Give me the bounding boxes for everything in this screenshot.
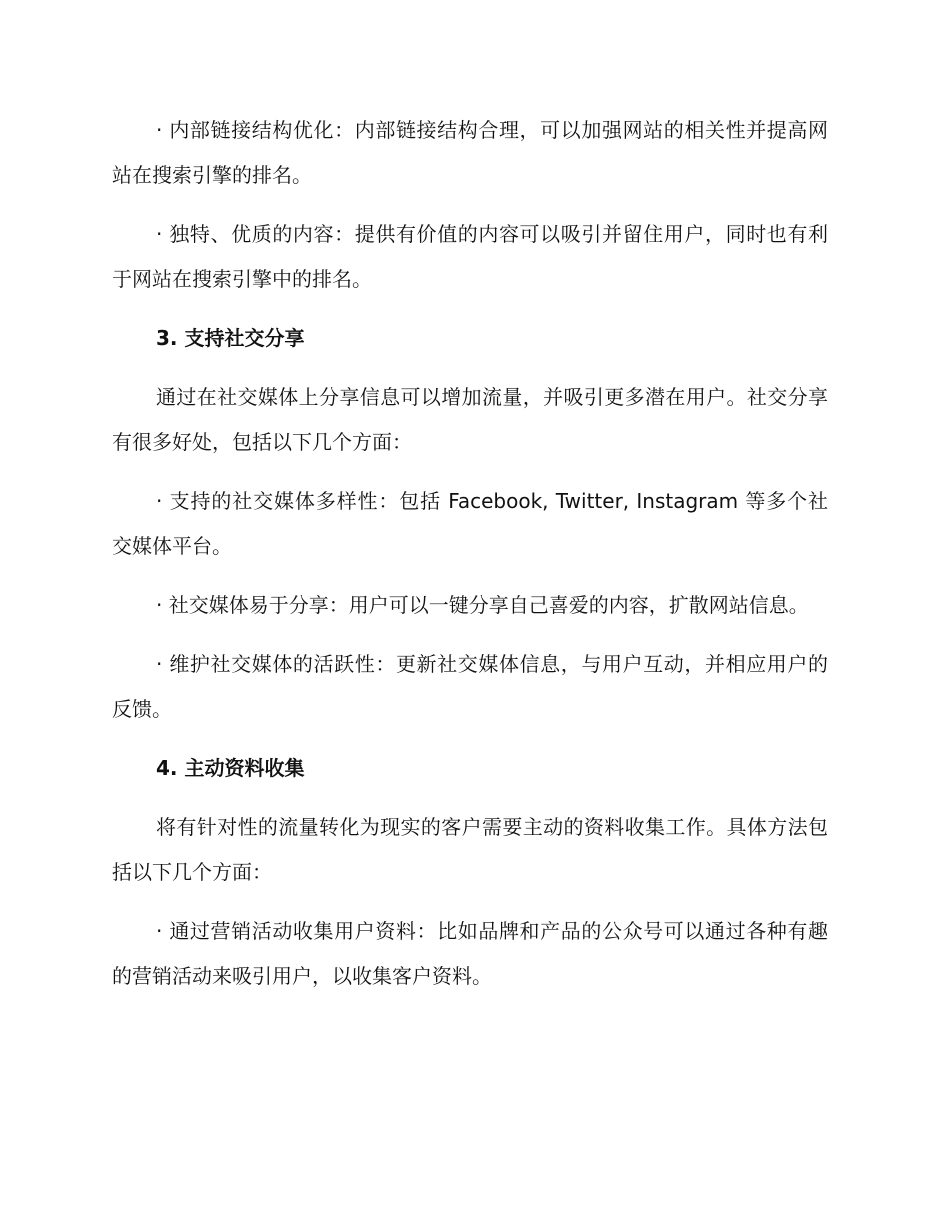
bullet-internal-links: · 内部链接结构优化：内部链接结构合理，可以加强网站的相关性并提高网站在搜索引擎的排名。 [112, 118, 828, 187]
bullet-social-activity: · 维护社交媒体的活跃性：更新社交媒体信息，与用户互动，并相应用户的反馈。 [112, 652, 828, 721]
paragraph-data-collection-intro: 将有针对性的流量转化为现实的客户需要主动的资料收集工作。具体方法包括以下几个方面： [112, 815, 828, 884]
section-heading-data-collection: 4. 主动资料收集 [156, 756, 305, 780]
section-heading-social-sharing: 3. 支持社交分享 [156, 326, 305, 350]
paragraph-social-sharing-intro: 通过在社交媒体上分享信息可以增加流量，并吸引更多潜在用户。社交分享有很多好处，包括以下几个方面： [112, 385, 828, 454]
bullet-social-diversity: · 支持的社交媒体多样性：包括 Facebook, Twitter, Instagram 等多个社交媒体平台。 [112, 489, 828, 558]
document-page [112, 108, 828, 1013]
bullet-unique-content: · 独特、优质的内容：提供有价值的内容可以吸引并留住用户，同时也有利于网站在搜索引擎中的排名。 [112, 222, 828, 291]
bullet-easy-sharing: · 社交媒体易于分享：用户可以一键分享自己喜爱的内容，扩散网站信息。 [156, 593, 809, 617]
bullet-marketing-collection: · 通过营销活动收集用户资料：比如品牌和产品的公众号可以通过各种有趣的营销活动来吸引用户，以收集客户资料。 [112, 919, 828, 988]
